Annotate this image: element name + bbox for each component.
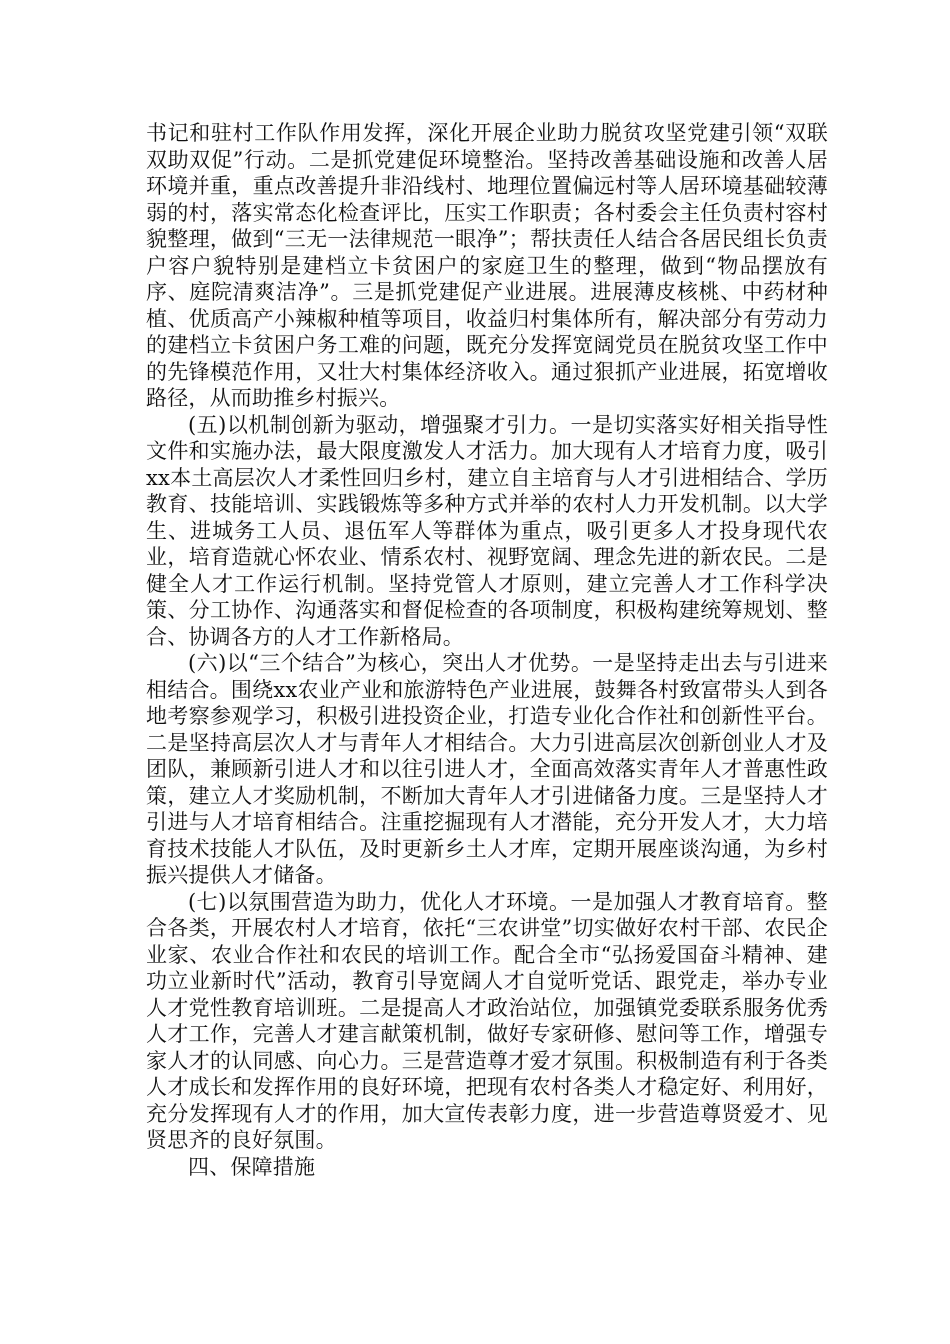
paragraph-section-six: (六)以“三个结合”为核心，突出人才优势。一是坚持走出去与引进来相结合。围绕xx农业产业和旅游特色产业进展，鼓舞各村致富带头人到各地考察参观学习，积极引进投资企业，打造专业化合作社和创新性平台。二是坚持高层次人才与青年人才相结合。大力引进高层次创新创业人才及团队，兼顾新引进人才和以往引进人才，全面高效落实青年人才普惠性政策，建立人才奖励机制，不断加大青年人才引进储备力度。三是坚持人才引进与人才培育相结合。注重挖掘现有人才潜能，充分开发人才，大力培育技术技能人才队伍，及时更新乡土人才库，定期开展座谈沟通，为乡村振兴提供人才储备。 bbox=[146, 651, 828, 887]
paragraph-section-seven: (七)以氛围营造为助力，优化人才环境。一是加强人才教育培育。整合各类，开展农村人才培育，依托“三农讲堂”切实做好农村干部、农民企业家、农业合作社和农民的培训工作。配合全市“弘扬爱国奋斗精神、建功立业新时代”活动，教育引导宽阔人才自觉听党话、跟党走，举办专业人才党性教育培训班。二是提高人才政治站位，加强镇党委联系服务优秀人才工作，完善人才建言献策机制，做好专家研修、慰问等工作，增强专家人才的认同感、向心力。三是营造尊才爱才氛围。积极制造有利于各类人才成长和发挥作用的良好环境，把现有农村各类人才稳定好、利用好，充分发挥现有人才的作用，加大宣传表彰力度，进一步营造尊贤爱才、见贤思齐的良好氛围。 bbox=[146, 889, 828, 1152]
paragraph-continuation: 书记和驻村工作队作用发挥，深化开展企业助力脱贫攻坚党建引领“双联双助双促”行动。二是抓党建促环境整治。坚持改善基础设施和改善人居环境并重，重点改善提升非沿线村、地理位置偏远村等人居环境基础较薄弱的村，落实常态化检查评比，压实工作职责；各村委会主任负责村容村貌整理，做到“三无一法律规范一眼净”；帮扶责任人结合各居民组长负责户容户貌特别是建档立卡贫困户的家庭卫生的整理，做到“物品摆放有序、庭院清爽洁净”。三是抓党建促产业进展。进展薄皮核桃、中药材种植、优质高产小辣椒种植等项目，收益归村集体所有，解决部分有劳动力的建档立卡贫困户务工难的问题，既充分发挥宽阔党员在脱贫攻坚工作中的先锋模范作用，又壮大村集体经济收入。通过狠抓产业进展，拓宽增收路径，从而助推乡村振兴。 bbox=[146, 121, 828, 410]
document-body bbox=[146, 120, 828, 1180]
section-heading-safeguards: 四、保障措施 bbox=[188, 1154, 316, 1179]
paragraph-section-five: (五)以机制创新为驱动，增强聚才引力。一是切实落实好相关指导性文件和实施办法，最大限度激发人才活力。加大现有人才培育力度，吸引xx本土高层次人才柔性回归乡村，建立自主培育与人才引进相结合、学历教育、技能培训、实践锻炼等多种方式并举的农村人力开发机制。以大学生、进城务工人员、退伍军人等群体为重点，吸引更多人才投身现代农业，培育造就心怀农业、情系农村、视野宽阔、理念先进的新农民。二是健全人才工作运行机制。坚持党管人才原则，建立完善人才工作科学决策、分工协作、沟通落实和督促检查的各项制度，积极构建统筹规划、整合、协调各方的人才工作新格局。 bbox=[146, 412, 828, 649]
